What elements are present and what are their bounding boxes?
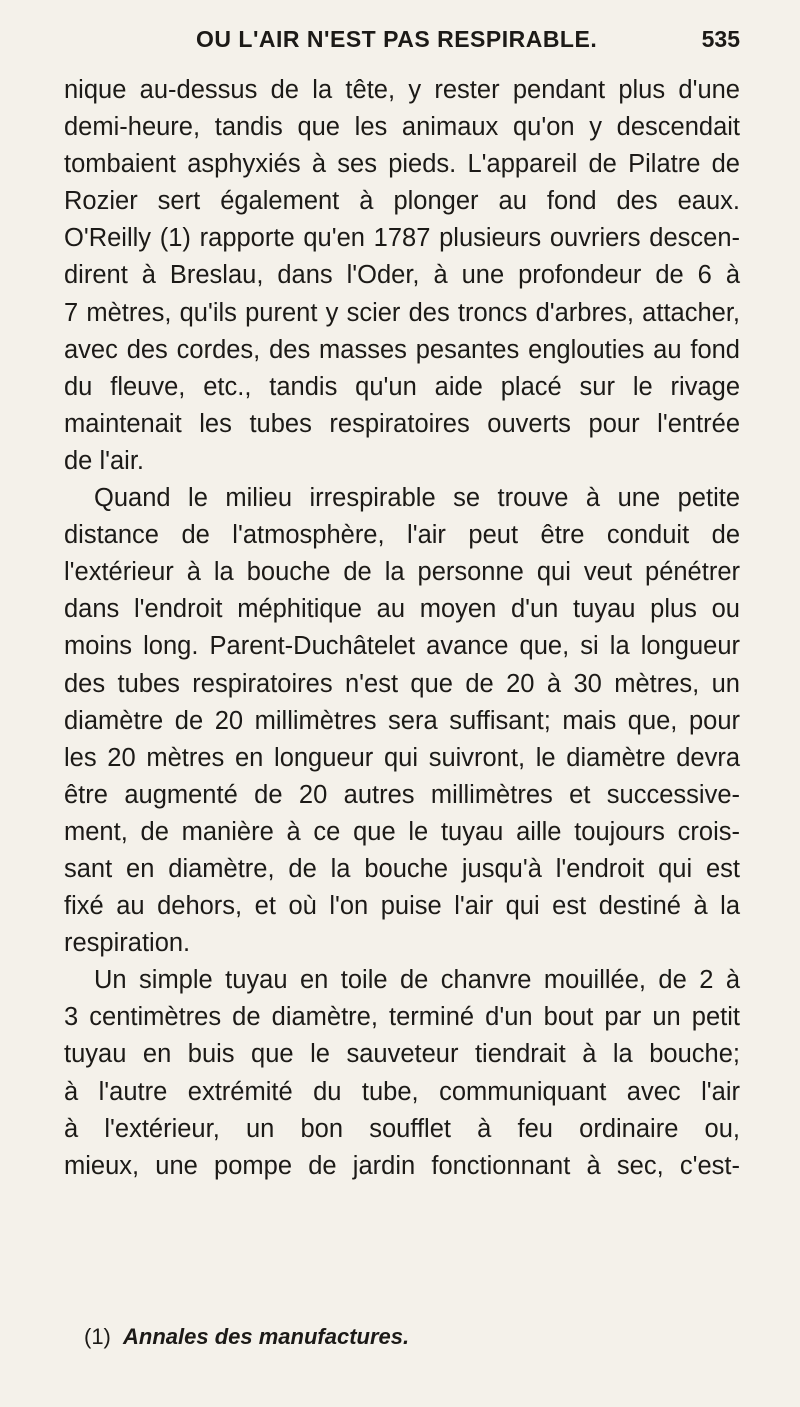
text-line: nique au-dessus de la tête, y rester pendant plus d'une	[64, 76, 740, 104]
text-line: respiration.	[64, 929, 191, 958]
text-line: fixé au dehors, et où l'on puise l'air qui est destiné à la	[64, 892, 740, 921]
text-line: avec des cordes, des masses pesantes englouties au fond	[64, 335, 740, 364]
text-line: mieux, une pompe de jardin fonctionnant à sec, c'est-	[64, 1151, 740, 1180]
text-line: ment, de manière à ce que le tuyau aille toujours crois-	[64, 817, 740, 846]
page-number: 535	[701, 26, 740, 52]
text-line: Rozier sert également à plonger au fond des eaux.	[64, 187, 740, 216]
text-line: de l'air.	[64, 446, 144, 475]
text-line: dirent à Breslau, dans l'Oder, à une profondeur de 6 à	[64, 261, 740, 290]
body-text	[64, 72, 740, 1185]
text-line: O'Reilly (1) rapporte qu'en 1787 plusieurs ouvriers descen-	[64, 224, 740, 253]
text-line: 7 mètres, qu'ils purent y scier des troncs d'arbres, attacher,	[64, 298, 740, 327]
text-line: tombaient asphyxiés à ses pieds. L'appareil de Pilatre de	[64, 150, 740, 179]
text-line: Un simple tuyau en toile de chanvre mouillée, de 2 à	[94, 966, 740, 995]
text-line: moins long. Parent-Duchâtelet avance que, si la longueur	[64, 632, 740, 661]
text-line: Quand le milieu irrespirable se trouve à une petite	[94, 484, 740, 513]
text-line: demi-heure, tandis que les animaux qu'on y descendait	[64, 113, 740, 142]
text-line: les 20 mètres en longueur qui suivront, le diamètre devra	[64, 743, 740, 772]
footnote-mark: (1)	[84, 1324, 111, 1349]
text-line: 3 centimètres de diamètre, terminé d'un bout par un petit	[64, 1003, 740, 1032]
text-line: des tubes respiratoires n'est que de 20 à 30 mètres, un	[64, 669, 740, 698]
text-line: être augmenté de 20 autres millimètres et successive-	[64, 780, 740, 809]
text-line: sant en diamètre, de la bouche jusqu'à l'endroit qui est	[64, 854, 740, 883]
text-line: à l'extérieur, un bon soufflet à feu ordinaire ou,	[64, 1114, 740, 1143]
running-title: OU L'AIR N'EST PAS RESPIRABLE.	[196, 26, 598, 52]
text-line: du fleuve, etc., tandis qu'un aide placé sur le rivage	[64, 372, 740, 401]
footnote-title: Annales des manufactures.	[123, 1324, 410, 1349]
text-line: dans l'endroit méphitique au moyen d'un tuyau plus ou	[64, 595, 740, 624]
text-line: maintenait les tubes respiratoires ouverts pour l'entrée	[64, 409, 740, 438]
text-line: diamètre de 20 millimètres sera suffisant; mais que, pour	[64, 706, 740, 735]
running-head	[60, 20, 740, 60]
text-line: tuyau en buis que le sauveteur tiendrait à la bouche;	[64, 1040, 740, 1069]
text-line: distance de l'atmosphère, l'air peut être conduit de	[64, 521, 740, 550]
text-line: l'extérieur à la bouche de la personne qui veut pénétrer	[64, 558, 740, 587]
footnote	[84, 1324, 409, 1350]
text-line: à l'autre extrémité du tube, communiquant avec l'air	[64, 1077, 740, 1106]
